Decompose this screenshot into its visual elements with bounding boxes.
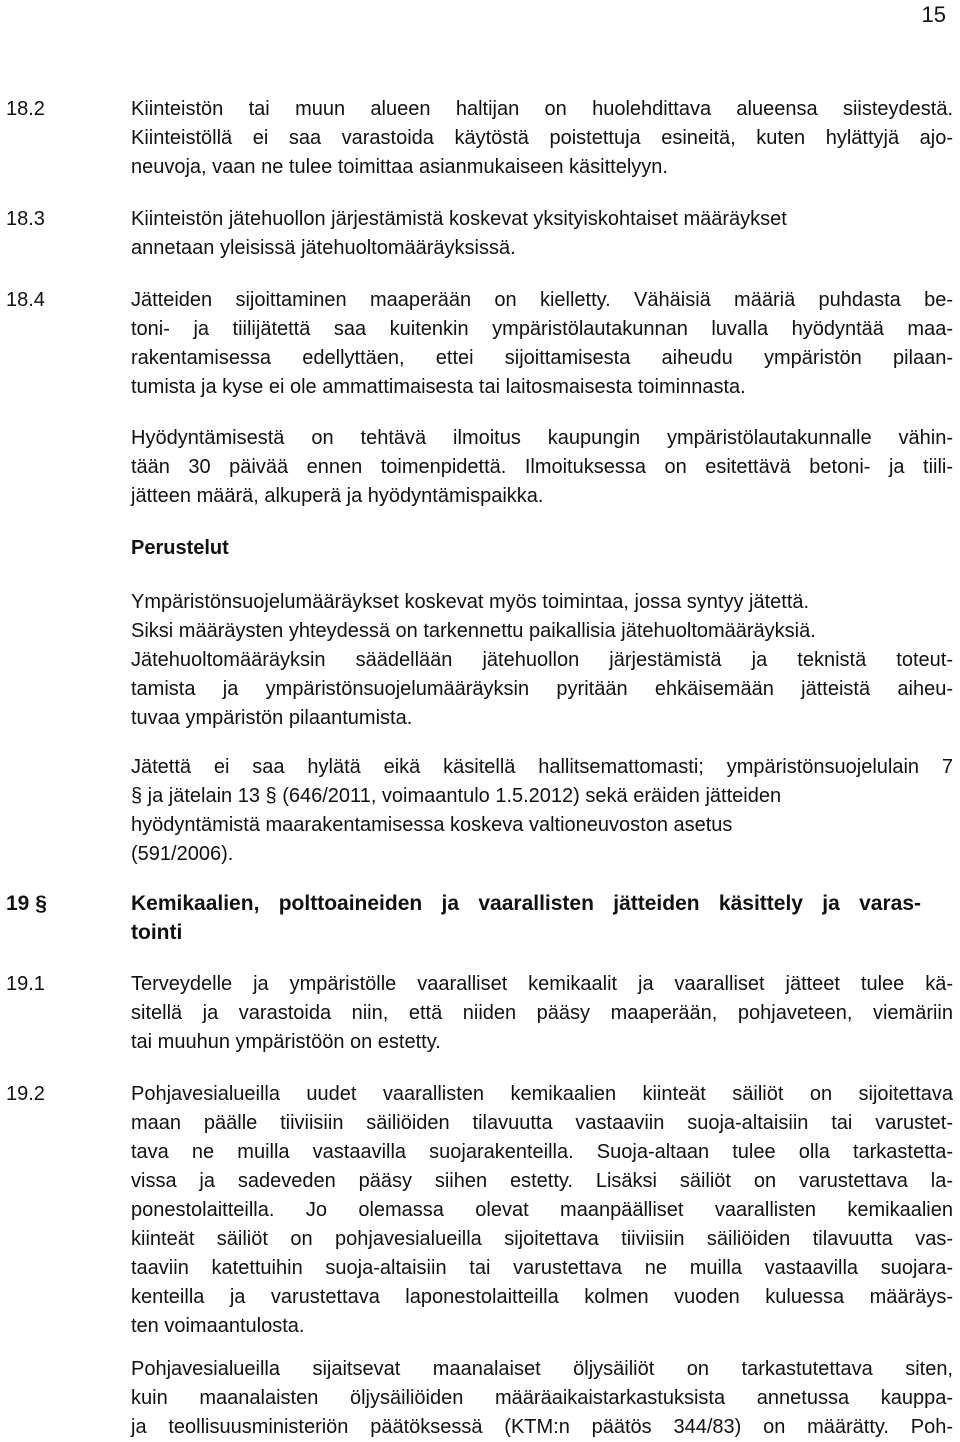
text-line: § ja jätelain 13 § (646/2011, voimaantulo 1.5.2012) sekä eräiden jätteiden [131, 785, 782, 807]
paragraph-number: 19.1 [6, 973, 45, 995]
text-line: tumista ja kyse ei ole ammattimaisesta tai laitosmaisesta toiminnasta. [131, 376, 746, 398]
text-line: vissa ja sadeveden pääsy siihen estetty. Lisäksi säiliöt on varustettava la- [131, 1170, 953, 1192]
text-line: Hyödyntämisestä on tehtävä ilmoitus kaupungin ympäristölautakunnalle vähin- [131, 427, 953, 449]
title-line: tointi [131, 921, 183, 944]
text-line: Jätehuoltomääräyksin säädellään jätehuollon järjestämistä ja teknistä toteut- [131, 649, 953, 671]
section-title [131, 889, 921, 947]
text-line: sitellä ja varastoida niin, että niiden pääsy maaperään, pohjaveteen, viemäriin [131, 1002, 953, 1024]
paragraph-number: 18.2 [6, 98, 45, 120]
text-line: Jätettä ei saa hylätä eikä käsitellä hallitsemattomasti; ympäristönsuojelulain 7 [131, 756, 953, 778]
text-line: (591/2006). [131, 843, 234, 865]
paragraph-number: 18.4 [6, 289, 45, 311]
text-line: kuin maanalaisten öljysäiliöiden määräaikaistarkastuksista annetussa kauppa- [131, 1387, 953, 1409]
text-line: Kiinteistöllä ei saa varastoida käytöstä poistettuja esineitä, kuten hylättyjä ajo- [131, 127, 953, 149]
title-line: Kemikaalien, polttoaineiden ja vaarallisten jätteiden käsittely ja varas- [131, 892, 921, 915]
paragraph-text [131, 970, 953, 1057]
paragraph-number: 18.3 [6, 208, 45, 230]
paragraph-text [131, 1080, 953, 1341]
text-line: annetaan yleisissä jätehuoltomääräyksissä. [131, 237, 516, 259]
paragraph-text [131, 205, 953, 263]
text-line: rakentamisessa edellyttäen, ettei sijoittamisesta aiheudu ympäristön pilaan- [131, 347, 953, 369]
text-line: Ympäristönsuojelumääräykset koskevat myös toimintaa, jossa syntyy jätettä. [131, 591, 810, 613]
text-line: ten voimaantulosta. [131, 1315, 305, 1337]
text-line: Pohjavesialueilla sijaitsevat maanalaiset öljysäiliöt on tarkastutettava siten, [131, 1358, 953, 1380]
text-line: Terveydelle ja ympäristölle vaaralliset kemikaalit ja vaaralliset jätteet tulee kä- [131, 973, 953, 995]
text-line: maan päälle tiiviisiin säiliöiden tilavuutta vastaaviin suoja-altaisiin tai varustet- [131, 1112, 953, 1134]
text-line: toni- ja tiilijätettä saa kuitenkin ympäristölautakunnan luvalla hyödyntää maa- [131, 318, 953, 340]
paragraph-text [131, 424, 953, 511]
paragraph-text [131, 588, 953, 733]
text-line: jätteen määrä, alkuperä ja hyödyntämispaikka. [131, 485, 544, 507]
text-line: hyödyntämistä maarakentamisessa koskeva valtioneuvoston asetus [131, 814, 733, 836]
paragraph-text [131, 1355, 953, 1442]
text-line: kiinteät säiliöt on pohjavesialueilla sijoitettava tiiviisiin säiliöiden tilavuutta vas- [131, 1228, 953, 1250]
text-line: tamista ja ympäristönsuojelumääräyksin pyritään ehkäisemään jätteistä aiheu- [131, 678, 953, 700]
text-line: Jätteiden sijoittaminen maaperään on kielletty. Vähäisiä määriä puhdasta be- [131, 289, 953, 311]
paragraph-text [131, 753, 953, 869]
text-line: tuvaa ympäristön pilaantumista. [131, 707, 413, 729]
text-line: tava ne muilla vastaavilla suojarakenteilla. Suoja-altaan tulee olla tarkastetta- [131, 1141, 953, 1163]
text-line: tään 30 päivää ennen toimenpidettä. Ilmoituksessa on esitettävä betoni- ja tiili- [131, 456, 953, 478]
section-heading: Perustelut [131, 537, 229, 559]
paragraph-text [131, 95, 953, 182]
text-line: tai muuhun ympäristöön on estetty. [131, 1031, 441, 1053]
text-line: Pohjavesialueilla uudet vaarallisten kemikaalien kiinteät säiliöt on sijoitettava [131, 1083, 953, 1105]
text-line: Siksi määräysten yhteydessä on tarkennettu paikallisia jätehuoltomääräyksiä. [131, 620, 816, 642]
text-line: ja teollisuusministeriön päätöksessä (KTM:n päätös 344/83) on määrätty. Poh- [131, 1416, 953, 1438]
paragraph-number: 19.2 [6, 1083, 45, 1105]
text-line: taaviin katettuihin suoja-altaisiin tai varustettava ne muilla vastaavilla suojara- [131, 1257, 953, 1279]
text-line: ponestolaitteilla. Jo olemassa olevat maanpäälliset vaarallisten kemikaalien [131, 1199, 953, 1221]
text-line: neuvoja, vaan ne tulee toimittaa asianmukaiseen käsittelyyn. [131, 156, 668, 178]
section-number: 19 § [6, 892, 47, 915]
text-line: kenteilla ja varustettava laponestolaitteilla kolmen vuoden kuluessa määräys- [131, 1286, 953, 1308]
paragraph-text [131, 286, 953, 402]
page-number: 15 [921, 2, 946, 27]
text-line: Kiinteistön jätehuollon järjestämistä koskevat yksityiskohtaiset määräykset [131, 208, 787, 230]
text-line: Kiinteistön tai muun alueen haltijan on huolehdittava alueensa siisteydestä. [131, 98, 953, 120]
